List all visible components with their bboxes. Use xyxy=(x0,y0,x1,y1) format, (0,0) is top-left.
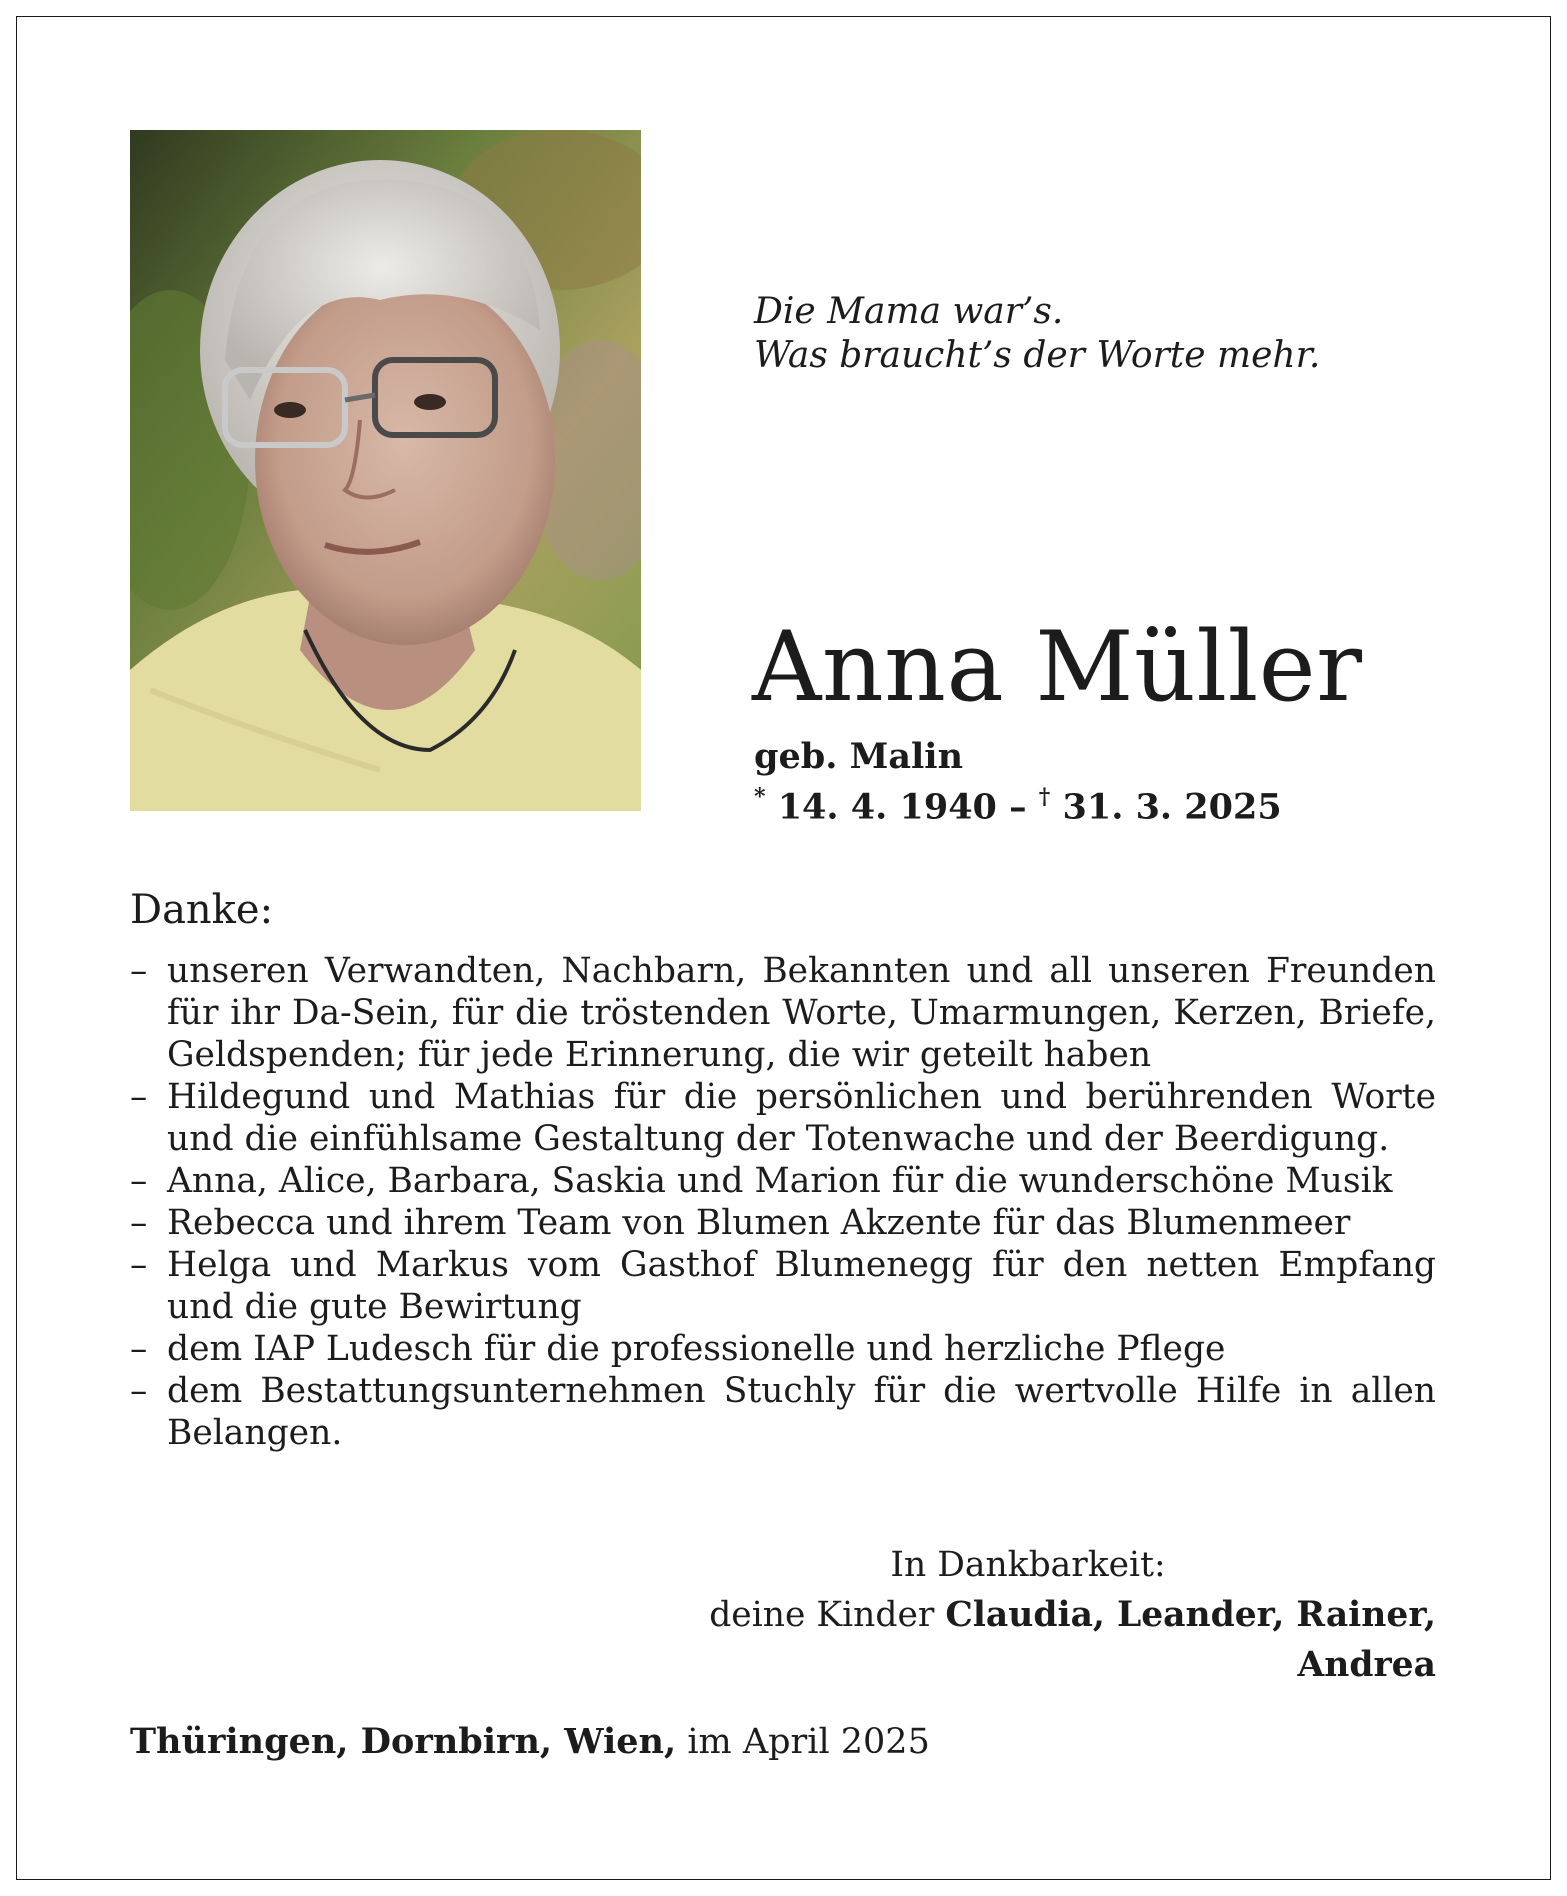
quote-line-2: Was braucht’s der Worte mehr. xyxy=(754,335,1321,376)
date: im April 2025 xyxy=(687,1722,930,1762)
thanks-item: – unseren Verwandten, Nachbarn, Bekannten und all unseren Freunden für ihr Da-Sein, für die tröstenden Worte, Umarmungen, Kerzen, Briefe, Geldspenden; für jede Erinnerung, die wir geteilt haben xyxy=(130,950,1436,1076)
deceased-name: Anna Müller xyxy=(752,611,1363,723)
died-symbol: † xyxy=(1038,784,1051,810)
thanks-item: – dem Bestattungsunternehmen Stuchly für die wertvolle Hilfe in allen Belangen. xyxy=(130,1370,1436,1454)
thanks-heading: Danke: xyxy=(130,887,274,933)
quote xyxy=(754,290,1320,378)
closing-line: In Dankbarkeit: xyxy=(890,1545,1166,1585)
birth-name: geb. Malin xyxy=(754,736,964,777)
closing xyxy=(560,1540,1436,1690)
born-date: 14. 4. 1940 xyxy=(777,786,997,828)
born-symbol: * xyxy=(754,784,766,810)
thanks-item: – Helga und Markus vom Gasthof Blumenegg für den netten Empfang und die gute Bewirtung xyxy=(130,1244,1436,1328)
places: Thüringen, Dornbirn, Wien, xyxy=(130,1721,677,1762)
date-separator: – xyxy=(1009,786,1027,828)
thanks-item: – dem IAP Ludesch für die professionelle und herzliche Pflege xyxy=(130,1328,1436,1370)
thanks-item: – Anna, Alice, Barbara, Saskia und Marion für die wunderschöne Musik xyxy=(130,1160,1436,1202)
life-dates xyxy=(754,778,1282,829)
portrait-photo xyxy=(130,130,641,811)
signatories xyxy=(560,1590,1436,1690)
died-date: 31. 3. 2025 xyxy=(1062,786,1282,828)
thanks-item: – Rebecca und ihrem Team von Blumen Akzente für das Blumenmeer xyxy=(130,1202,1436,1244)
quote-line-1: Die Mama war’s. xyxy=(754,291,1064,332)
signatories-names: Claudia, Leander, Rainer, Andrea xyxy=(945,1595,1436,1685)
thanks-list xyxy=(130,950,1436,1454)
signatories-prefix: deine Kinder xyxy=(709,1595,935,1635)
portrait-image xyxy=(130,130,641,811)
place-and-date xyxy=(130,1720,930,1764)
thanks-item: – Hildegund und Mathias für die persönlichen und berührenden Worte und die einfühlsame Gestaltung der Totenwache und der Beerdigung. xyxy=(130,1076,1436,1160)
